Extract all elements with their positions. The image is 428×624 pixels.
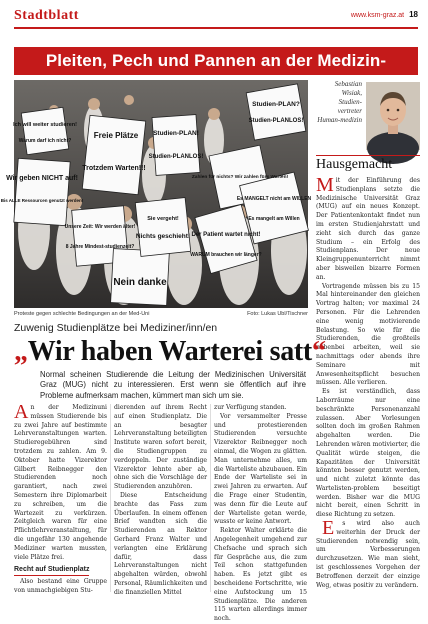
article-paragraph: An der Medizinuni müssen Studierende bis zu zwei Jahre auf bestimmte Lehrveranstaltungen warten. Studieregebühren sind trotzdem zu zahlen. Am 9. Oktober hatte Vizerektor Gilbert Reibnegger den Studierenden noch garantiert, nach zwei Semestern ihre Diplomarbeit zu schreiben, um die Wartezeit zu verkürzen. Zeitgleich waren für eine Pflichtlehrveranstaltung, für die ungefähr 130 angehende Mediziner warten mussten, viele Plätze frei. (14, 401, 107, 561)
article-subhead: Recht auf Studienplatz (14, 566, 89, 576)
article-column-2 (114, 404, 207, 598)
sign-text: Der Patient wartet nicht! (191, 232, 261, 238)
sign-text: Wir geben NICHT auf! (6, 175, 78, 182)
commentary-paragraph: Es ist verständlich, dass Laborräume nur eine beschränkte Personenanzahl zulassen. Aber Vorlesungen sollten doch im großen Rahmen abgehalten werden. Die Lehrenden wären motivierter, die Qualität würde steigen, die Kapazitäten der Universität könnten besser genutzt werden, und nicht zuletzt könnte das Wartelisten-problem beseitigt werden. Bisher war die MUG nicht bereit, einen Schritt in diese Richtung zu setzen. (316, 388, 421, 519)
quote-close: “ (311, 336, 326, 367)
article-column-3 (214, 404, 307, 624)
website-link[interactable]: www.ksm-graz.at (350, 12, 405, 19)
sign-text: Sie vergeht! (147, 216, 179, 222)
sign-text: Ich will weiter studieren! (13, 122, 77, 128)
commentary-paragraph: Mit der Einführung des Studienplans setzte die Medizinische Universität Graz (MUG) auf ein neues Konzept. Der Patientenkontakt findet nun im ersten Studienjahrstatt und zieht sich durch das ganze Studium – ein Erfolg des Studienplans. Der neue Kleingruppenunterricht nimmt aber bisweilen bizarre Formen an. (316, 174, 420, 281)
sign-text: Warum darf ich nicht? (18, 138, 72, 144)
sign-text: Studien-PLANLOS! (248, 118, 304, 124)
article-paragraph: Rektor Walter erklärte die Angelegenheit umgehend zur Chefsache und sprach sich für Gespräche aus, die zum Teil schon stattgefunden haben. Es jetzt gibt es bescheidene Fortschritte, wie eine Aufstockung um 15 Studienplätze. Die anderen 115 warten allerdings immer noch. (214, 527, 307, 623)
dropcap: E (322, 517, 335, 540)
article-kicker: Zuwenig Studienplätze bei Mediziner/inn/en (14, 322, 218, 334)
sign-text: Unsere Zeit: Wir werden älter! (64, 224, 136, 230)
article-paragraph: dierenden auf ihrem Recht auf einen Studienplatz. Die an besagter Lehrveranstaltung beteiligten Institute waren sofort bereit, die Studiengruppen zu verdoppeln. Der zuständige Vizerektor lehnte aber ab, ohne sich die Vorschläge der Studierenden anzuhören. (114, 404, 207, 491)
column-divider (110, 404, 111, 592)
article-lead: Normal scheinen Studierende die Leitung der Medizinischen Universität Graz (MUG) nicht zu interessieren. Erst wenn sie öffentlich auf ihre Probleme aufmerksam machen, kümmert man sich um sie. (40, 370, 306, 400)
portrait-image (366, 82, 420, 150)
dropcap: M (316, 174, 334, 196)
article-headline: „Wir haben Warterei satt“ (14, 336, 326, 367)
author-portrait (366, 82, 420, 150)
commentary-title: Hausgemacht (316, 155, 420, 173)
sign-text: Studien-PLANLOS! (148, 154, 204, 160)
sign-text: Es mangelt am Willen (248, 216, 300, 222)
commentary-body (316, 174, 421, 590)
sign-text: Studien-PLAN? (252, 101, 300, 108)
sign-text: Freie Plätze (93, 131, 139, 140)
sign-text: Bis ALLE Ressourcen genutzt werden! (0, 198, 84, 203)
page-header (0, 0, 428, 38)
commentary-paragraph: E s wird also auch weiterhin der Druck der Studierenden notwendig sein, um Verbesserungen durchzusetzen. Wie man sieht, ist geschlossenes Vorgehen der Betroffenen derzeit der einzige Weg, etwas positiv zu verändern. (316, 517, 420, 589)
author-name: Sebastian Wisiak, (334, 80, 362, 97)
sign-text: 8 Jahre Mindest-studienzeit? (65, 244, 135, 250)
article-column-1 (14, 401, 107, 596)
column-divider (210, 404, 211, 592)
sign-text: Zahlen für nichts? Wir zahlen fürs Warten! (191, 175, 289, 180)
protest-photo (0, 80, 312, 308)
article-paragraph: Diese Entscheidung brachte das Fass zum Überlaufen. In einem offenen Brief wandten sich die Studierenden an Rektor Gerhard Franz Walter und verlangten eine Erklärung dafür, dass Lehrveranstaltungen nicht abgehalten würden, obwohl Personal, Räumlichkeiten und die finanziellen Mittel (114, 491, 207, 596)
caption-text: Proteste gegen schlechte Bedingungen an der Med-Uni (14, 311, 150, 317)
article-paragraph: Vor versammelter Presse und protestierenden Studierenden versuchte Vizerektor Reibnegger noch einmal, die Wogen zu glätten. Man unternehme alles, um die Warteliste abzubauen. Ein Ende der Warteliste sei in zwei Jahren zu erwarten. Auf die Frage einer Studentin, was denn für die Leute auf der Warteliste getan werde, wusste er keine Antwort. (214, 412, 307, 526)
author-role: Studien-vertreter Human-medizin (317, 98, 362, 124)
article-paragraph: Also bestand eine Gruppe von unmachgiebigen Stu- (14, 578, 107, 594)
sign-text: Nein danke (113, 277, 167, 288)
section-label: Stadtblatt (14, 8, 79, 23)
dropcap: A (14, 401, 29, 423)
commentary-paragraph: Vortragende müssen bis zu 15 Mal hintereinander den gleichen Vortrag halten; vor maximal 24 Personen. Für die Lehrenden eine wenig motivierende Belastung. So wie für die Studierenden, die großteils nebenbei arbeiten, weil sie nachmittags oder abends ihre Seminare mit Anwesenheitspflicht besuchen müssen. Alle verlieren. (316, 282, 420, 387)
quote-open: „ (14, 336, 28, 367)
page-number: 18 (409, 10, 418, 19)
header-meta (351, 10, 418, 19)
author-info (316, 80, 362, 125)
section-banner: Pleiten, Pech und Pannen an der Medizin- (14, 47, 418, 75)
photo-credit: Foto: Lukas Ubl/Tischner (247, 311, 308, 317)
protest-photo-image (0, 80, 312, 308)
header-rule (14, 27, 418, 29)
sign-text: Trotzdem Warten!!! (82, 165, 146, 172)
article-paragraph: zur Verfügung standen. (214, 404, 287, 411)
sign-text: Es MANGELT nicht am WILLEN (236, 196, 312, 202)
sign-text: WARUM brauchen wir länger? (190, 252, 262, 258)
sign-text: Studien-PLAN! (153, 130, 199, 137)
photo-caption (14, 311, 308, 317)
sign-text: Nichts geschieht! (135, 233, 191, 240)
